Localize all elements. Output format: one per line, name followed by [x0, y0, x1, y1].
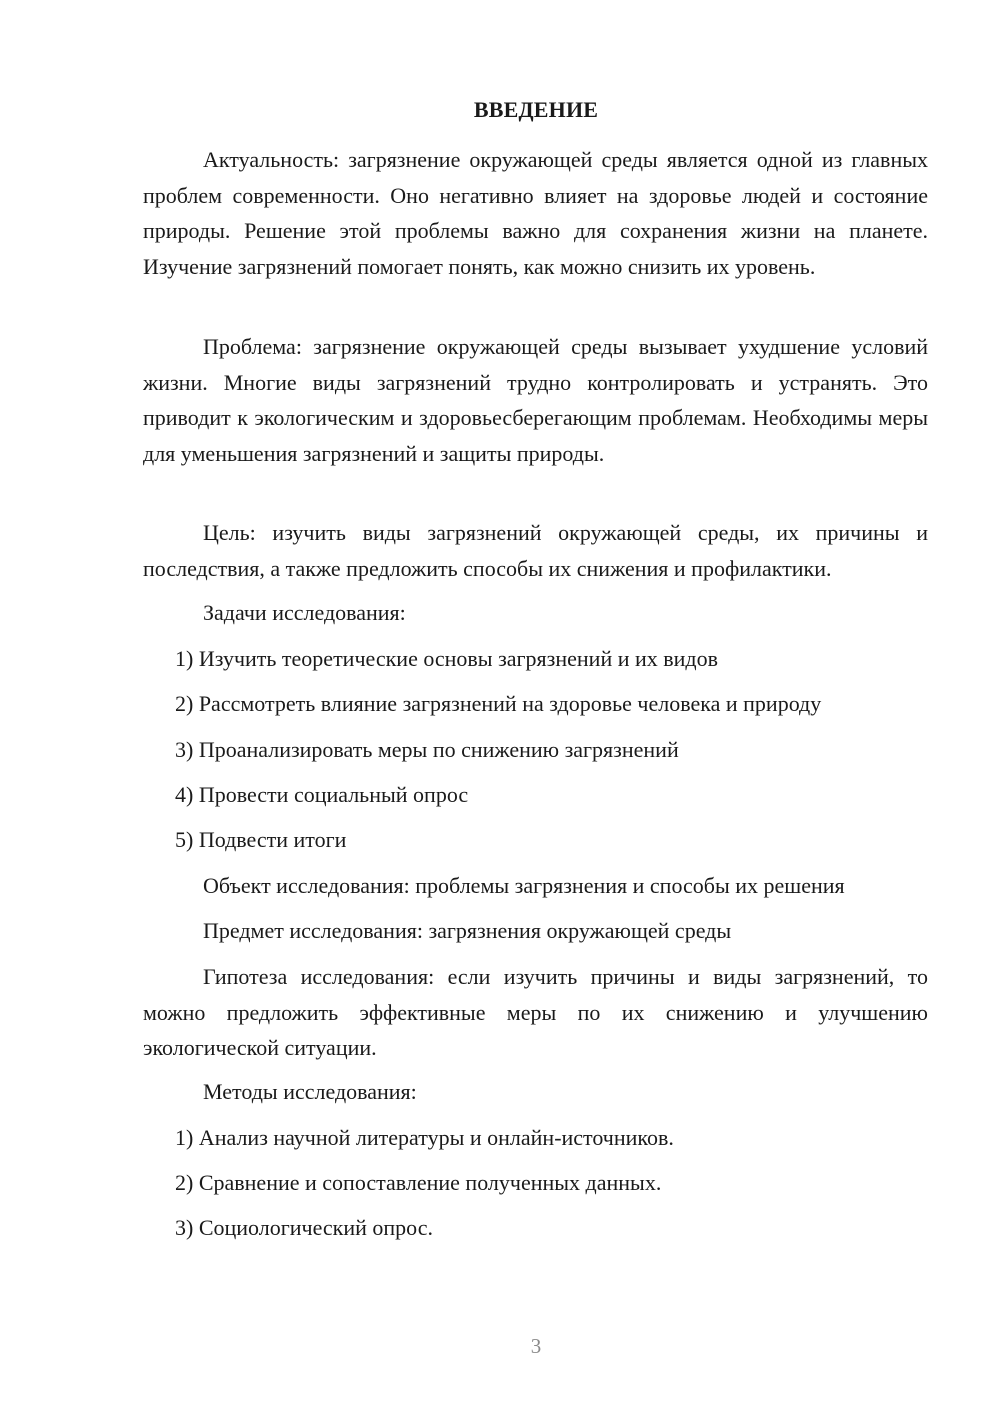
- hypothesis-paragraph: [143, 959, 928, 1066]
- relevance-paragraph: [143, 142, 928, 284]
- relevance-text: Актуальность: загрязнение окружающей среды является одной из главных проблем современности. Оно негативно влияет на здоровье людей и состояние природы. Решение этой проблемы важно для сохранения жизни на планете. Изучение загрязнений помогает понять, как можно снизить их уровень.: [143, 147, 928, 279]
- tasks-heading: Задачи исследования:: [203, 600, 406, 625]
- problem-text: Проблема: загрязнение окружающей среды вызывает ухудшение условий жизни. Многие виды загрязнений трудно контролировать и устранять. Это приводит к экологическим и здоровьесберегающим проблемам. Необходимы меры для уменьшения загрязнений и защиты природы.: [143, 334, 928, 466]
- problem-paragraph: [143, 329, 928, 471]
- research-object: Объект исследования: проблемы загрязнения и способы их решения: [203, 873, 845, 898]
- method-item: 1) Анализ научной литературы и онлайн-источников.: [175, 1125, 674, 1150]
- task-item: 2) Рассмотреть влияние загрязнений на здоровье человека и природу: [175, 691, 822, 716]
- goal-paragraph: [143, 515, 928, 586]
- hypothesis-text: Гипотеза исследования: если изучить причины и виды загрязнений, то можно предложить эффективные меры по их снижению и улучшению экологической ситуации.: [143, 964, 928, 1060]
- page-number: 3: [530, 1334, 542, 1358]
- task-item: 4) Провести социальный опрос: [175, 782, 469, 807]
- goal-text: Цель: изучить виды загрязнений окружающей среды, их причины и последствия, а также предложить способы их снижения и профилактики.: [143, 520, 928, 581]
- methods-heading: Методы исследования:: [203, 1079, 417, 1104]
- task-item: 5) Подвести итоги: [175, 827, 347, 852]
- task-item: 1) Изучить теоретические основы загрязнений и их видов: [175, 646, 719, 671]
- task-item: 3) Проанализировать меры по снижению загрязнений: [175, 737, 679, 762]
- method-item: 2) Сравнение и сопоставление полученных данных.: [175, 1170, 662, 1195]
- research-subject: Предмет исследования: загрязнения окружающей среды: [203, 918, 732, 943]
- section-title: ВВЕДЕНИЕ: [473, 97, 599, 122]
- method-item: 3) Социологический опрос.: [175, 1215, 433, 1240]
